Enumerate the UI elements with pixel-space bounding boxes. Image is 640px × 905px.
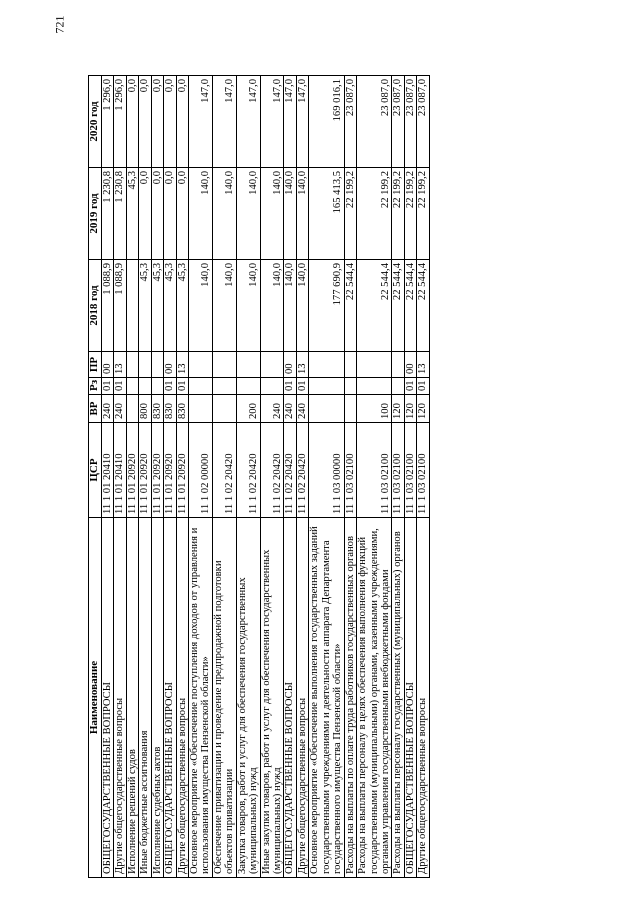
cell-rz [236,378,260,395]
table-row [126,76,138,878]
cell-rz: 01 [417,378,429,395]
cell-2019: 0,0 [151,168,163,260]
cell-csr: 11 1 03 02100 [417,423,429,518]
cell-2020: 169 016,1 [309,76,344,168]
cell-pr [357,352,392,378]
cell-2020: 147,0 [236,76,260,168]
cell-rz [212,378,236,395]
cell-vr: 240 [296,395,308,423]
cell-2020: 0,0 [126,76,138,168]
table-row [114,76,126,878]
header-vr: ВР [89,395,102,423]
cell-2018: 1 088,9 [114,260,126,352]
cell-2020: 23 087,0 [392,76,404,168]
cell-2020: 0,0 [139,76,151,168]
cell-2019: 165 413,5 [309,168,344,260]
table-row [417,76,429,878]
cell-name: Исполнение решений судов [126,518,138,878]
cell-name: ОБЩЕГОСУДАРСТВЕННЫЕ ВОПРОСЫ [284,518,296,878]
table-row [404,76,416,878]
cell-csr: 11 1 01 20920 [151,423,163,518]
cell-csr: 11 1 01 20920 [139,423,151,518]
cell-name: Расходы на выплаты персоналу в целях обеспечения выполнения функций государственными (муниципальными) органами, казенными учреждениями, органами управления государственными внебюджетными фондами [357,518,392,878]
cell-2018 [126,260,138,352]
cell-pr [392,352,404,378]
cell-pr [126,352,138,378]
cell-csr: 11 1 02 00000 [188,423,212,518]
cell-pr [309,352,344,378]
cell-2020: 23 087,0 [417,76,429,168]
cell-2019: 0,0 [176,168,188,260]
cell-csr: 11 1 01 20920 [176,423,188,518]
cell-2018: 140,0 [236,260,260,352]
cell-name: Обеспечение приватизации и проведение предпродажной подготовки объектов приватизации [212,518,236,878]
cell-csr: 11 1 03 02100 [392,423,404,518]
cell-csr: 11 1 03 02100 [357,423,392,518]
cell-2019: 140,0 [188,168,212,260]
cell-rz [139,378,151,395]
cell-name: Основное мероприятие «Обеспечение выполнения государственных заданий государственными учреждениями и деятельности аппарата Департамента государственного имущества Пензенской области» [309,518,344,878]
cell-pr: 00 [164,352,176,378]
cell-pr [236,352,260,378]
cell-2020: 147,0 [260,76,284,168]
cell-2018: 22 544,4 [344,260,356,352]
cell-2018: 45,3 [164,260,176,352]
cell-2019: 22 199,2 [417,168,429,260]
cell-vr [212,395,236,423]
cell-2020: 1 296,0 [101,76,113,168]
cell-2019: 45,3 [126,168,138,260]
cell-2019: 140,0 [236,168,260,260]
table-row [188,76,212,878]
table-row [392,76,404,878]
cell-2019: 140,0 [212,168,236,260]
page-number: 721 [52,15,67,33]
cell-2019: 1 230,8 [101,168,113,260]
header-2018: 2018 год [89,260,102,352]
table-row [260,76,284,878]
cell-vr: 200 [236,395,260,423]
cell-rz [344,378,356,395]
cell-pr: 13 [114,352,126,378]
cell-rz: 01 [176,378,188,395]
cell-vr [309,395,344,423]
cell-2019: 22 199,2 [344,168,356,260]
cell-csr: 11 1 02 20420 [296,423,308,518]
cell-vr: 240 [114,395,126,423]
cell-rz [126,378,138,395]
cell-rz: 01 [101,378,113,395]
cell-2018: 140,0 [296,260,308,352]
cell-2019: 0,0 [164,168,176,260]
header-pr: ПР [89,352,102,378]
cell-vr [188,395,212,423]
cell-rz [151,378,163,395]
cell-rz [392,378,404,395]
cell-pr [212,352,236,378]
cell-vr: 120 [417,395,429,423]
header-name: Наименование [89,518,102,878]
cell-2020: 23 087,0 [357,76,392,168]
cell-2019: 22 199,2 [404,168,416,260]
cell-csr: 11 1 01 20920 [164,423,176,518]
cell-2018: 22 544,4 [404,260,416,352]
cell-2019: 0,0 [139,168,151,260]
cell-csr: 11 1 02 20420 [212,423,236,518]
cell-2019: 140,0 [260,168,284,260]
cell-csr: 11 1 02 20420 [284,423,296,518]
table-row [236,76,260,878]
cell-csr: 11 1 03 00000 [309,423,344,518]
header-csr: ЦСР [89,423,102,518]
cell-name: Расходы на выплаты персоналу государственных (муниципальных) органов [392,518,404,878]
cell-name: Закупка товаров, работ и услуг для обеспечения государственных (муниципальных) нужд [236,518,260,878]
cell-vr: 120 [392,395,404,423]
cell-name: Другие общегосударственные вопросы [176,518,188,878]
cell-2018: 22 544,4 [357,260,392,352]
cell-2018: 140,0 [284,260,296,352]
cell-csr: 11 1 02 20420 [236,423,260,518]
table-row [309,76,344,878]
cell-csr: 11 1 03 02100 [344,423,356,518]
cell-pr: 00 [101,352,113,378]
header-rz: Рз [89,378,102,395]
cell-2020: 0,0 [176,76,188,168]
cell-pr: 00 [404,352,416,378]
cell-name: Расходы на выплаты по оплате труда работников государственных органов [344,518,356,878]
cell-pr: 13 [176,352,188,378]
cell-vr [126,395,138,423]
cell-vr: 240 [260,395,284,423]
cell-pr [188,352,212,378]
cell-vr: 830 [164,395,176,423]
cell-2020: 23 087,0 [344,76,356,168]
cell-2020: 0,0 [151,76,163,168]
table-row [151,76,163,878]
cell-pr [344,352,356,378]
cell-name: Иные бюджетные ассигнования [139,518,151,878]
cell-pr [260,352,284,378]
cell-vr: 240 [101,395,113,423]
cell-2018: 22 544,4 [392,260,404,352]
cell-2020: 147,0 [188,76,212,168]
budget-table-container [88,78,558,878]
cell-name: Другие общегосударственные вопросы [114,518,126,878]
cell-vr: 830 [176,395,188,423]
table-row [296,76,308,878]
cell-rz: 01 [114,378,126,395]
cell-csr: 11 1 02 20420 [260,423,284,518]
cell-2018: 45,3 [151,260,163,352]
cell-rz [309,378,344,395]
cell-pr: 13 [417,352,429,378]
table-row [344,76,356,878]
cell-2019: 140,0 [284,168,296,260]
cell-2019: 22 199,2 [357,168,392,260]
cell-2018: 140,0 [212,260,236,352]
cell-name: ОБЩЕГОСУДАРСТВЕННЫЕ ВОПРОСЫ [404,518,416,878]
cell-vr [344,395,356,423]
table-row [284,76,296,878]
cell-vr: 830 [151,395,163,423]
cell-2018: 140,0 [188,260,212,352]
cell-2020: 23 087,0 [404,76,416,168]
cell-rz: 01 [164,378,176,395]
budget-table [88,75,430,878]
cell-2020: 1 296,0 [114,76,126,168]
cell-2019: 1 230,8 [114,168,126,260]
cell-vr: 100 [357,395,392,423]
cell-vr: 800 [139,395,151,423]
cell-2018: 140,0 [260,260,284,352]
header-2019: 2019 год [89,168,102,260]
table-row [139,76,151,878]
cell-rz [357,378,392,395]
cell-name: Другие общегосударственные вопросы [417,518,429,878]
cell-name: Основное мероприятие «Обеспечение поступления доходов от управления и использования имущества Пензенской области» [188,518,212,878]
cell-2018: 45,3 [139,260,151,352]
cell-rz [260,378,284,395]
cell-2019: 22 199,2 [392,168,404,260]
cell-2019: 140,0 [296,168,308,260]
table-row [176,76,188,878]
cell-2018: 22 544,4 [417,260,429,352]
table-row [164,76,176,878]
header-2020: 2020 год [89,76,102,168]
cell-csr: 11 1 01 20920 [126,423,138,518]
table-row [101,76,113,878]
cell-name: Другие общегосударственные вопросы [296,518,308,878]
cell-2020: 147,0 [212,76,236,168]
table-row [357,76,392,878]
cell-rz: 01 [404,378,416,395]
cell-csr: 11 1 01 20410 [114,423,126,518]
cell-2020: 147,0 [284,76,296,168]
cell-pr: 00 [284,352,296,378]
cell-2020: 147,0 [296,76,308,168]
cell-name: Исполнение судебных актов [151,518,163,878]
cell-name: ОБЩЕГОСУДАРСТВЕННЫЕ ВОПРОСЫ [101,518,113,878]
cell-rz: 01 [284,378,296,395]
cell-name: ОБЩЕГОСУДАРСТВЕННЫЕ ВОПРОСЫ [164,518,176,878]
cell-csr: 11 1 03 02100 [404,423,416,518]
cell-pr [151,352,163,378]
cell-csr: 11 1 01 20410 [101,423,113,518]
cell-rz: 01 [296,378,308,395]
cell-rz [188,378,212,395]
cell-vr: 120 [404,395,416,423]
page-number-area [0,0,640,50]
table-header-row [89,76,102,878]
cell-pr: 13 [296,352,308,378]
table-row [212,76,236,878]
cell-name: Иные закупки товаров, работ и услуг для обеспечения государственных (муниципальных) нужд [260,518,284,878]
cell-vr: 240 [284,395,296,423]
cell-2018: 1 088,9 [101,260,113,352]
cell-2020: 0,0 [164,76,176,168]
cell-2018: 177 690,9 [309,260,344,352]
cell-2018: 45,3 [176,260,188,352]
cell-pr [139,352,151,378]
